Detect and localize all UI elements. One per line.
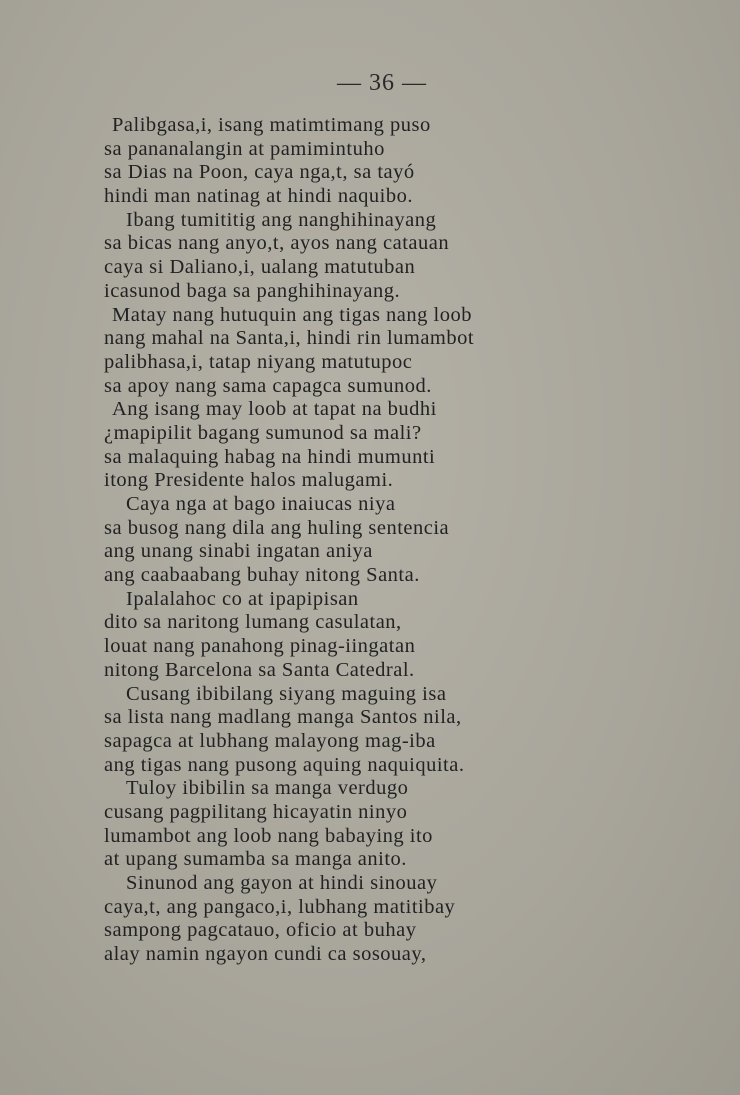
verse-line: ¿mapipilit bagang sumunod sa mali?	[104, 421, 422, 444]
verse-line: hindi man natinag at hindi naquibo.	[104, 185, 414, 208]
verse-line: sa lista nang madlang manga Santos nila,	[104, 706, 462, 729]
verse-line: caya,t, ang pangaco,i, lubhang matitibay	[104, 895, 456, 918]
verse-line: Palibgasa,i, isang matimtimang puso	[112, 114, 431, 136]
verse-line: ang caabaabang buhay nitong Santa.	[104, 564, 420, 587]
verse-line: Ang isang may loob at tapat na budhi	[112, 398, 437, 421]
verse-line: Matay nang hutuquin ang tigas nang loob	[112, 303, 472, 326]
verse-line: Ibang tumititig ang nanghihinayang	[126, 208, 437, 231]
verse-line: at upang sumamba sa manga anito.	[104, 848, 407, 871]
verse-line: sa pananalangin at pamimintuho	[104, 137, 385, 160]
verse-line: Tuloy ibibilin sa manga verdugo	[126, 777, 409, 800]
verse-line: Ipalalahoc co at ipapipisan	[126, 587, 359, 610]
verse-line: icasunod baga sa panghihinayang.	[104, 279, 401, 302]
verse-line: Cusang ibibilang siyang maguing isa	[126, 682, 447, 705]
verse-line: itong Presidente halos malugami.	[104, 469, 394, 492]
verse-line: ang unang sinabi ingatan aniya	[104, 540, 373, 563]
verse-line: cusang pagpilitang hicayatin ninyo	[104, 800, 408, 823]
verse-line: sampong pagcatauo, oficio at buhay	[104, 919, 417, 942]
verse-line: sa apoy nang sama capagca sumunod.	[104, 374, 432, 397]
verse-line: lumambot ang loob nang babaying ito	[104, 824, 433, 847]
verse-line: Sinunod ang gayon at hindi sinouay	[126, 872, 438, 894]
verse-line: caya si Daliano,i, ualang matutuban	[104, 256, 416, 279]
verse-line: alay namin ngayon cundi ca sosouay,	[104, 943, 427, 966]
verse-line: sa malaquing habag na hindi mumunti	[104, 445, 436, 468]
verse-line: dito sa naritong lumang casulatan,	[104, 611, 402, 634]
verse-line: sa Dias na Poon, caya nga,t, sa tayó	[104, 161, 415, 184]
verse-line: sa busog nang dila ang huling sentencia	[104, 516, 450, 539]
page-number: — 36 —	[337, 70, 427, 96]
verse-line: sapagca at lubhang malayong mag-iba	[104, 729, 436, 752]
verse-line: nang mahal na Santa,i, hindi rin lumambot	[104, 327, 475, 350]
verse-line: sa bicas nang anyo,t, ayos nang catauan	[104, 232, 450, 255]
verse-line: nitong Barcelona sa Santa Catedral.	[104, 658, 415, 681]
verse-line: ang tigas nang pusong aquing naquiquita.	[104, 753, 465, 776]
verse-line: Caya nga at bago inaiucas niya	[126, 493, 396, 515]
verse-line: palibhasa,i, tatap niyang matutupoc	[104, 350, 413, 373]
verse-line: louat nang panahong pinag-iingatan	[104, 635, 416, 658]
verse-text	[104, 114, 644, 967]
